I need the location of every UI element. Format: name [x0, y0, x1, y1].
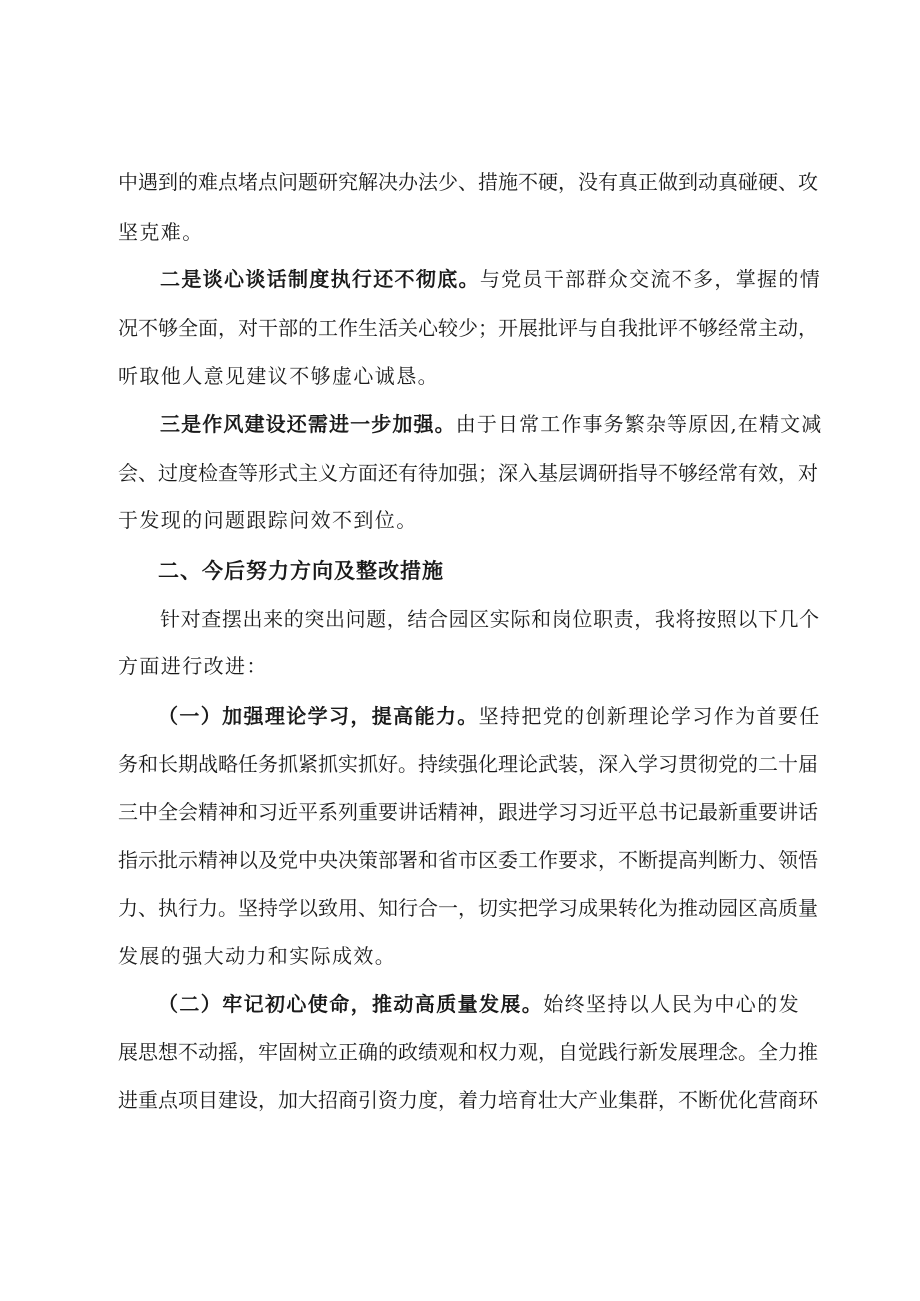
section-heading: 二、今后努力方向及整改措施	[158, 559, 444, 583]
item-1-line-1-rest: 坚持把党的创新理论学习作为首要任	[478, 704, 821, 728]
para-2-line-2: 况不够全面，对干部的工作生活关心较少；开展批评与自我批评不够经常主动，	[118, 316, 818, 340]
item-2-line-1-rest: 始终坚持以人民为中心的发	[543, 992, 801, 1016]
item-1-line-4: 指示批示精神以及党中央决策部署和省市区委工作要求，不断提高判断力、领悟	[118, 848, 818, 872]
para-2-line-1-rest: 与党员干部群众交流不多，掌握的情	[479, 267, 822, 291]
para-2-line-3: 听取他人意见建议不够虚心诚恳。	[118, 364, 439, 388]
para-cont-line-1: 中遇到的难点堵点问题研究解决办法少、措施不硬，没有真正做到动真碰硬、攻	[118, 170, 818, 194]
para-3-lead: 三是作风建设还需进一步加强。	[160, 412, 456, 436]
item-2-line-1	[158, 990, 820, 1018]
item-2-lead: （二）牢记初心使命，推动高质量发展。	[158, 992, 544, 1016]
item-1-lead: （一）加强理论学习，提高能力。	[158, 704, 479, 728]
item-2-line-2: 展思想不动摇，牢固树立正确的政绩观和权力观，自觉践行新发展理念。全力推	[118, 1040, 818, 1064]
para-3-line-2: 会、过度检查等形式主义方面还有待加强；深入基层调研指导不够经常有效，对	[118, 461, 818, 485]
item-1-line-2: 务和长期战略任务抓紧抓实抓好。持续强化理论武装，深入学习贯彻党的二十届	[118, 752, 818, 776]
para-3-line-1	[160, 410, 823, 438]
intro-line-2: 方面进行改进：	[118, 654, 268, 678]
para-3-line-1-rest: 由于日常工作事务繁杂等原因,在精文减	[455, 412, 823, 436]
para-cont-line-2: 坚克难。	[118, 220, 204, 244]
para-2-lead: 二是谈心谈话制度执行还不彻底。	[160, 267, 480, 291]
intro-line-1: 针对查摆出来的突出问题，结合园区实际和岗位职责，我将按照以下几个	[160, 607, 820, 631]
para-3-line-3: 于发现的问题跟踪问效不到位。	[118, 508, 418, 532]
item-1-line-5: 力、执行力。坚持学以致用、知行合一，切实把学习成果转化为推动园区高质量	[118, 896, 818, 920]
item-1-line-1	[158, 702, 820, 730]
para-2-line-1	[160, 265, 820, 293]
item-2-line-3: 进重点项目建设，加大招商引资力度，着力培育壮大产业集群，不断优化营商环	[118, 1088, 818, 1112]
item-1-line-6: 发展的强大动力和实际成效。	[118, 944, 397, 968]
item-1-line-3: 三中全会精神和习近平系列重要讲话精神，跟进学习习近平总书记最新重要讲话	[118, 800, 818, 824]
